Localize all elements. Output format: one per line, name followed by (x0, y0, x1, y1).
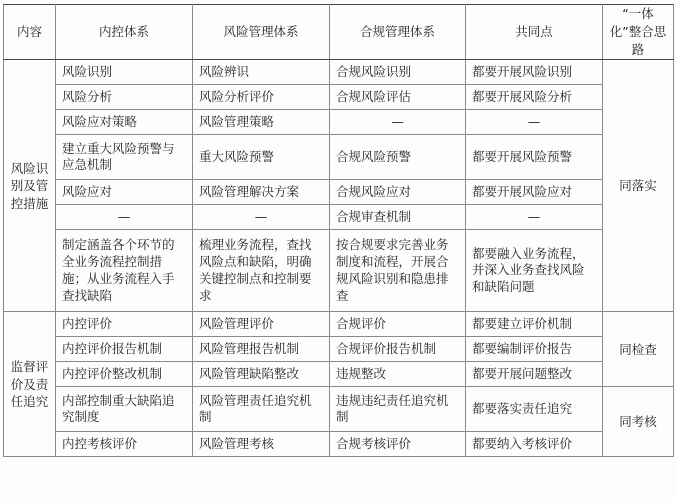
cell-common: 都要编制评价报告 (466, 337, 603, 362)
cell-internal: 内控评价报告机制 (56, 337, 193, 362)
section-title-supervision: 监督评价及责任追究 (4, 312, 56, 457)
table-row (4, 135, 674, 180)
cell-internal: 风险分析 (56, 85, 193, 110)
cell-common: 都要落实责任追究 (466, 387, 603, 432)
header-integration: “一体化”整合思路 (603, 5, 674, 60)
cell-common: 都要开展风险预警 (466, 135, 603, 180)
header-common-points: 共同点 (466, 5, 603, 60)
cell-internal: — (56, 205, 193, 230)
cell-common: — (466, 205, 603, 230)
table-row (4, 85, 674, 110)
table-row (4, 432, 674, 457)
cell-common: — (466, 110, 603, 135)
cell-compliance: 合规评价 (330, 312, 466, 337)
cell-internal: 制定涵盖各个环节的全业务流程控制措施；从业务流程入手查找缺陷 (56, 230, 193, 312)
table-row (4, 337, 674, 362)
cell-compliance: 违规违纪责任追究机制 (330, 387, 466, 432)
cell-risk: 风险管理考核 (193, 432, 330, 457)
comparison-table (3, 4, 674, 457)
cell-common: 都要开展问题整改 (466, 362, 603, 387)
integration-inspect: 同检查 (603, 312, 674, 387)
cell-internal: 风险应对策略 (56, 110, 193, 135)
cell-risk: 风险管理责任追究机制 (193, 387, 330, 432)
cell-common: 都要开展风险分析 (466, 85, 603, 110)
cell-common: 都要开展风险应对 (466, 180, 603, 205)
cell-compliance: 合规风险预警 (330, 135, 466, 180)
cell-internal: 内控评价 (56, 312, 193, 337)
cell-common: 都要开展风险识别 (466, 60, 603, 85)
table-row (4, 230, 674, 312)
cell-risk: 风险管理评价 (193, 312, 330, 337)
table-row (4, 312, 674, 337)
header-internal-control: 内控体系 (56, 5, 193, 60)
cell-common: 都要融入业务流程，并深入业务查找风险和缺陷问题 (466, 230, 603, 312)
cell-internal: 风险识别 (56, 60, 193, 85)
cell-compliance: 合规风险应对 (330, 180, 466, 205)
cell-common: 都要纳入考核评价 (466, 432, 603, 457)
cell-internal: 建立重大风险预警与应急机制 (56, 135, 193, 180)
table-row (4, 110, 674, 135)
cell-internal: 内控考核评价 (56, 432, 193, 457)
cell-compliance: 合规审查机制 (330, 205, 466, 230)
integration-assess: 同考核 (603, 387, 674, 457)
cell-risk: 风险分析评价 (193, 85, 330, 110)
cell-compliance: — (330, 110, 466, 135)
cell-risk: 风险管理策略 (193, 110, 330, 135)
header-content: 内容 (4, 5, 56, 60)
table-row (4, 362, 674, 387)
integration-implement: 同落实 (603, 60, 674, 312)
cell-risk: 风险管理解决方案 (193, 180, 330, 205)
cell-internal: 内部控制重大缺陷追究制度 (56, 387, 193, 432)
cell-compliance: 合规风险评估 (330, 85, 466, 110)
cell-compliance: 合规评价报告机制 (330, 337, 466, 362)
table-row (4, 205, 674, 230)
cell-risk: 梳理业务流程，查找风险点和缺陷，明确关键控制点和控制要求 (193, 230, 330, 312)
table-row (4, 180, 674, 205)
cell-risk: 重大风险预警 (193, 135, 330, 180)
cell-risk: 风险管理缺陷整改 (193, 362, 330, 387)
table-row (4, 387, 674, 432)
cell-internal: 内控评价整改机制 (56, 362, 193, 387)
header-risk-management: 风险管理体系 (193, 5, 330, 60)
section-title-risk: 风险识别及管控措施 (4, 60, 56, 312)
cell-compliance: 合规考核评价 (330, 432, 466, 457)
cell-compliance: 按合规要求完善业务制度和流程，开展合规风险识别和隐患排查 (330, 230, 466, 312)
table-row (4, 60, 674, 85)
cell-risk: 风险管理报告机制 (193, 337, 330, 362)
header-row (4, 5, 674, 60)
cell-risk: 风险辨识 (193, 60, 330, 85)
cell-common: 都要建立评价机制 (466, 312, 603, 337)
cell-compliance: 违规整改 (330, 362, 466, 387)
cell-internal: 风险应对 (56, 180, 193, 205)
header-compliance: 合规管理体系 (330, 5, 466, 60)
cell-risk: — (193, 205, 330, 230)
cell-compliance: 合规风险识别 (330, 60, 466, 85)
